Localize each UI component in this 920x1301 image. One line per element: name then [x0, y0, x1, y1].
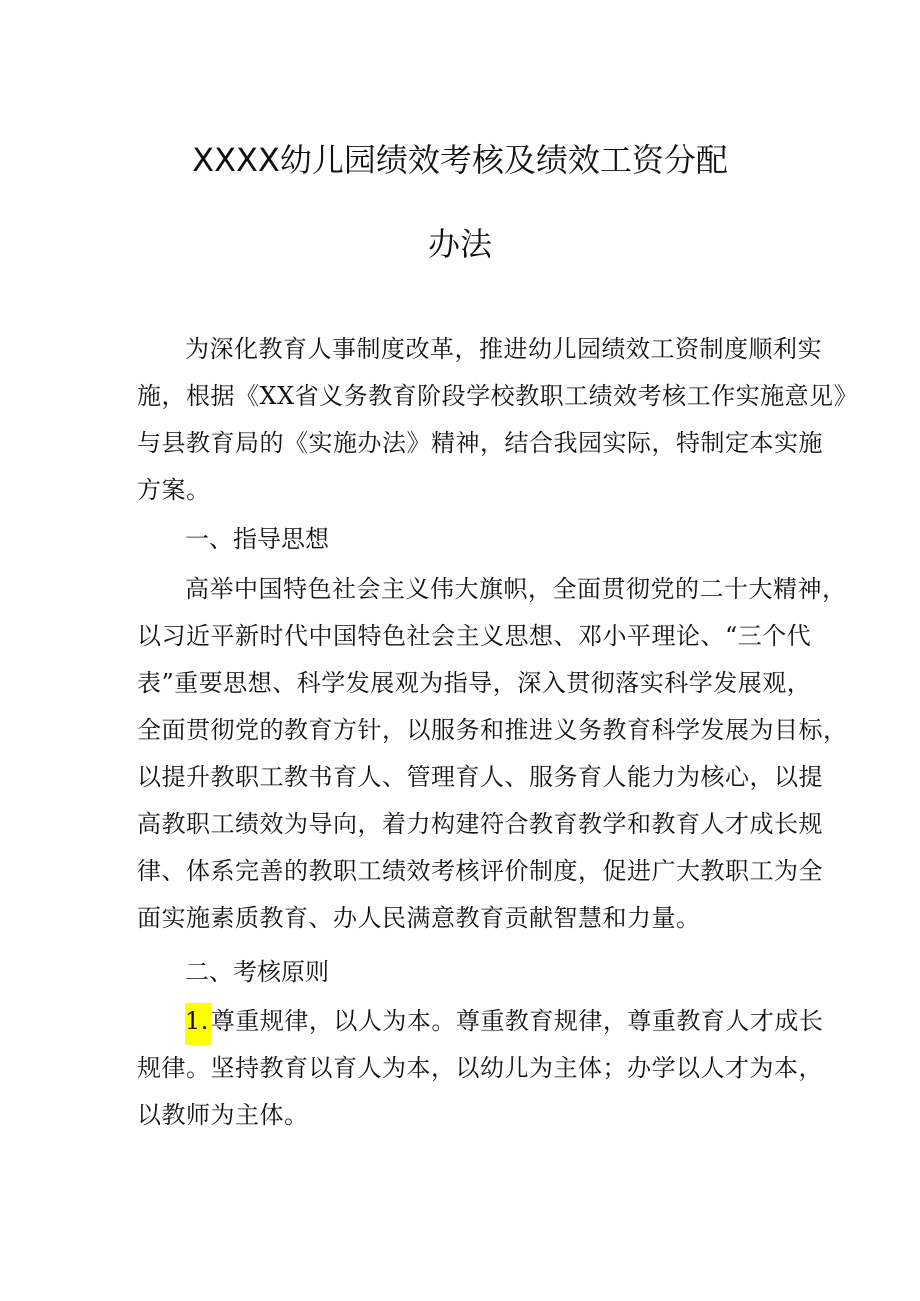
intro-line: 为深化教育人事制度改革，推进幼儿园绩效工资制度顺利实	[185, 335, 822, 363]
section2-item1-line	[185, 1005, 824, 1045]
document-title-line-1: XXXX幼儿园绩效考核及绩效工资分配	[192, 141, 728, 179]
intro-line: 方案。	[137, 476, 211, 504]
section2-line: 规律。坚持教育以育人为本，以幼儿为主体；办学以人才为本，	[137, 1054, 823, 1082]
section2-line: 以教师为主体。	[137, 1101, 309, 1129]
section2-line-text: 尊重规律，以人为本。尊重教育规律，尊重教育人才成长	[210, 1007, 824, 1035]
section1-line: 以习近平新时代中国特色社会主义思想、邓小平理论、“三个代	[137, 622, 812, 650]
intro-line: 与县教育局的《实施办法》精神，结合我园实际，特制定本实施	[137, 429, 823, 457]
section1-line: 律、体系完善的教职工绩效考核评价制度，促进广大教职工为全	[137, 857, 823, 885]
section1-line: 表”重要思想、科学发展观为指导，深入贯彻落实科学发展观，	[137, 669, 812, 697]
document-title-line-2: 办法	[427, 225, 492, 263]
section-heading-assessment-principles: 二、考核原则	[185, 958, 329, 986]
section1-line: 面实施素质教育、办人民满意教育贡献智慧和力量。	[137, 904, 701, 932]
section1-line: 全面贯彻党的教育方针，以服务和推进义务教育科学发展为目标，	[137, 716, 848, 744]
section1-line: 以提升教职工教书育人、管理育人、服务育人能力为核心，以提	[137, 763, 823, 791]
item-number-highlight: 1.	[185, 1003, 211, 1045]
section1-line: 高教职工绩效为导向，着力构建符合教育教学和教育人才成长规	[137, 810, 823, 838]
section1-line: 高举中国特色社会主义伟大旗帜，全面贯彻党的二十大精神，	[185, 575, 847, 603]
intro-line: 施，根据《XX省义务教育阶段学校教职工绩效考核工作实施意见》	[137, 382, 859, 410]
section-heading-guiding-ideology: 一、指导思想	[185, 525, 329, 553]
